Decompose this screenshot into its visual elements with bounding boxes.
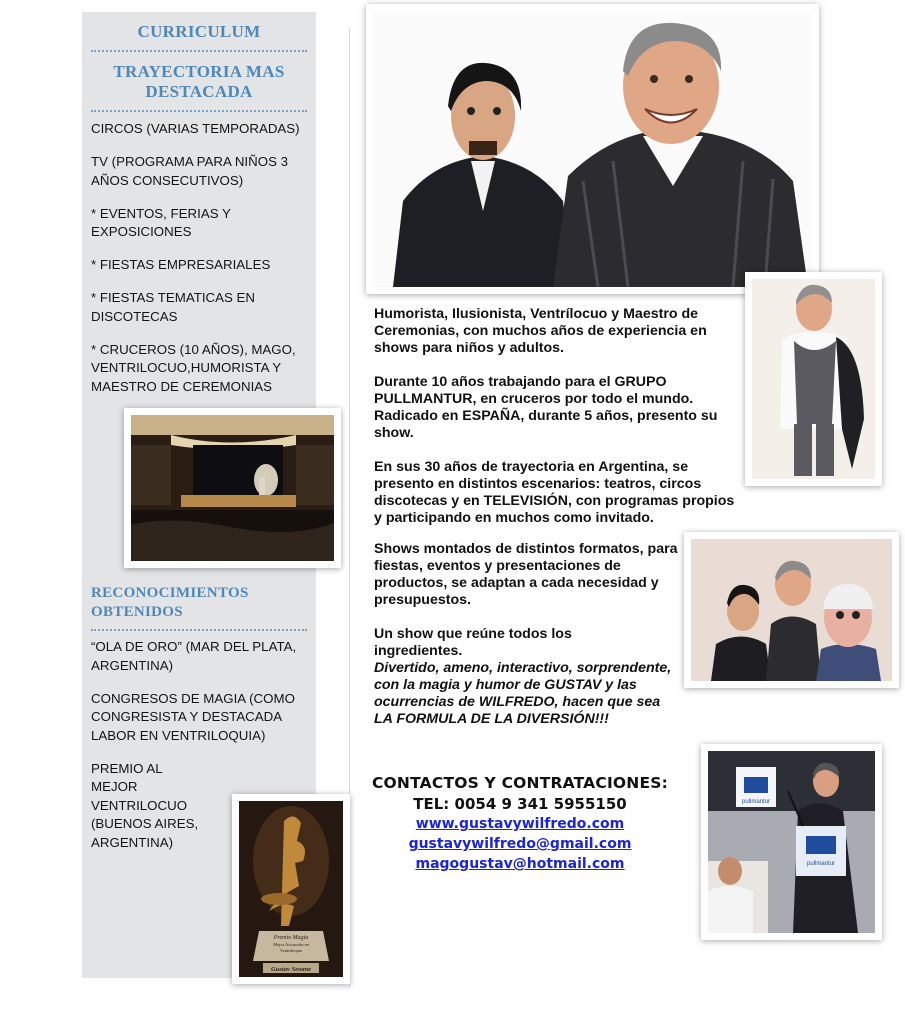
bio-paragraph: Humorista, Ilusionista, Ventrílocuo y Maestro de Ceremonias, con muchos años de experiencia en shows para niños y adultos. bbox=[374, 306, 707, 356]
bio-paragraph: Durante 10 años trabajando para el GRUPO PULLMANTUR, en cruceros por todo el mundo. Radicado en ESPAÑA, durante 5 años, presento su show. bbox=[374, 374, 718, 441]
photo-performer-vest bbox=[745, 272, 882, 486]
career-list bbox=[91, 120, 304, 411]
theater-stage-image bbox=[131, 415, 334, 561]
divider bbox=[91, 629, 307, 631]
bio-block-top bbox=[374, 306, 740, 544]
phone-number: TEL: 0054 9 341 5955150 bbox=[413, 795, 627, 813]
bio-paragraph: Un show que reúne todos los ingredientes. bbox=[374, 626, 572, 659]
podium-image bbox=[708, 751, 875, 933]
email-link-gmail[interactable]: gustavywilfredo@gmail.com bbox=[408, 836, 632, 852]
bio-paragraph-italic bbox=[374, 660, 744, 728]
list-item: CIRCOS (VARIAS TEMPORADAS) bbox=[91, 121, 300, 136]
trophy-line2: Mejor Actuación en bbox=[273, 942, 309, 947]
divider bbox=[91, 50, 307, 52]
list-item: CONGRESOS DE MAGIA (COMO CONGRESISTA Y DESTACADA LABOR EN VENTRILOQUIA) bbox=[91, 690, 295, 743]
performer-puppet-image bbox=[373, 11, 812, 287]
email-link-hotmail[interactable]: magogustav@hotmail.com bbox=[415, 856, 625, 872]
photo-theater-stage bbox=[124, 408, 341, 568]
pullmantur-logo-podium: pullmantur bbox=[806, 861, 836, 867]
list-item: * CRUCEROS (10 AÑOS), MAGO, VENTRILOCUO,HUMORISTA Y MAESTRO DE CEREMONIAS bbox=[91, 341, 296, 394]
contacts-block bbox=[370, 772, 670, 874]
list-item: * EVENTOS, FERIAS Y EXPOSICIONES bbox=[91, 205, 231, 239]
career-heading: TRAYECTORIA MAS DESTACADA bbox=[113, 62, 285, 101]
performer-vest-image bbox=[752, 279, 875, 479]
trophy-image bbox=[239, 801, 343, 977]
list-item: “OLA DE ORO” (MAR DEL PLATA, ARGENTINA) bbox=[91, 639, 297, 673]
bio-block-bottom bbox=[374, 541, 684, 745]
list-item: * FIESTAS TEMATICAS EN DISCOTECAS bbox=[91, 290, 256, 324]
website-link[interactable]: www.gustavywilfredo.com bbox=[415, 816, 625, 832]
contacts-title: CONTACTOS Y CONTRATACIONES: bbox=[371, 774, 669, 792]
recognitions-heading: RECONOCIMIENTOS OBTENIDOS bbox=[91, 585, 249, 620]
curriculum-title: CURRICULUM bbox=[137, 22, 261, 41]
bio-paragraph: Shows montados de distintos formatos, para fiestas, eventos y presentaciones de productos, se adaptan a cada necesidad y presupuestos. bbox=[374, 541, 678, 608]
divider bbox=[91, 110, 307, 112]
list-item: * FIESTAS EMPRESARIALES bbox=[91, 257, 271, 272]
photo-performer-with-puppet bbox=[366, 4, 819, 294]
list-item: TV (PROGRAMA PARA NIÑOS 3 AÑOS CONSECUTIVOS) bbox=[91, 154, 289, 188]
photo-pullmantur-podium bbox=[701, 744, 882, 940]
trophy-line3: Ventriloquia bbox=[279, 948, 303, 953]
pullmantur-logo-top: pullmantur bbox=[741, 799, 771, 805]
bio-paragraph: En sus 30 años de trayectoria en Argentina, se presento en distintos escenarios: teatros, circos discotecas y en TELEVISIÓN, con programas propios y participando en muchos como invitado. bbox=[374, 459, 735, 526]
trophy-name: Gustav Seoane bbox=[271, 966, 311, 973]
bio-italic-text: Divertido, ameno, interactivo, sorprendente, con la magia y humor de GUSTAV y las ocurrencias de WILFREDO, hacen que sea LA FORMULA DE LA DIVERSIÓN!!! bbox=[374, 660, 672, 727]
trophy-line1: Premio Magia bbox=[273, 935, 309, 941]
list-item: PREMIO AL MEJOR VENTRILOCUO (BUENOS AIRES, ARGENTINA) bbox=[91, 760, 199, 850]
photo-trophy bbox=[232, 794, 350, 984]
